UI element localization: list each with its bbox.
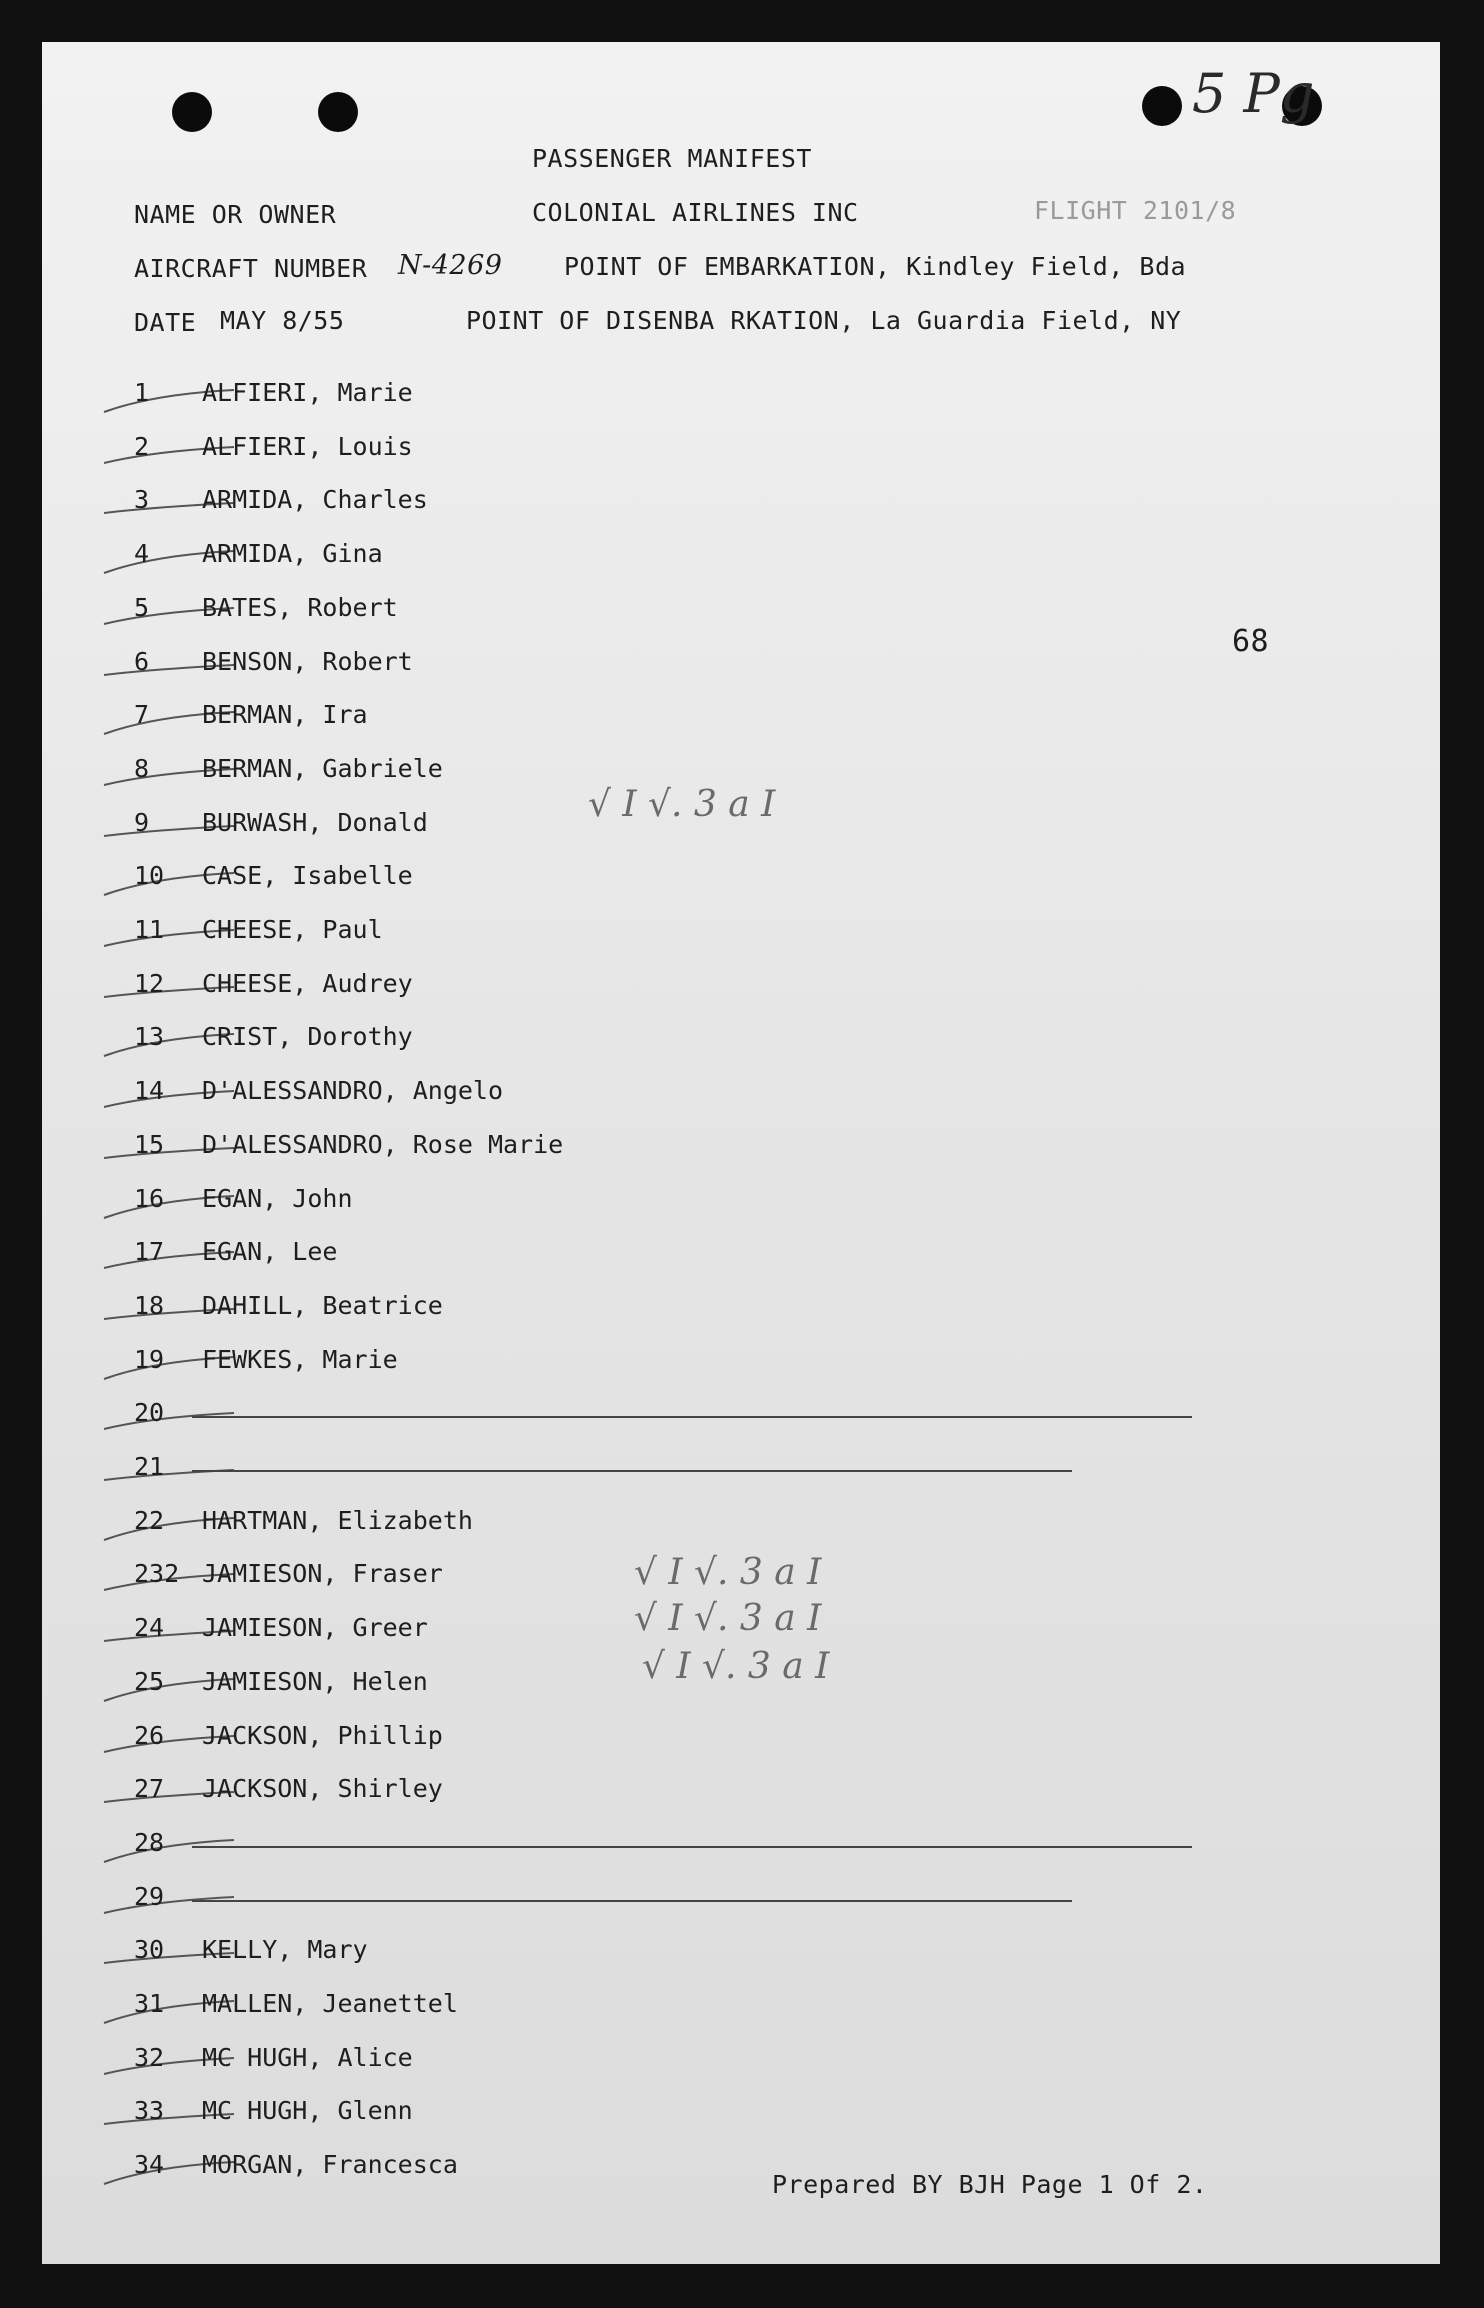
passenger-number: 15: [134, 1130, 165, 1159]
passenger-name: ARMIDA, Charles: [202, 485, 428, 514]
passenger-row: [42, 1291, 1342, 1341]
passenger-row: [42, 485, 1342, 535]
owner-label: NAME OR OWNER: [134, 200, 337, 229]
passenger-row: [42, 1721, 1342, 1771]
passenger-number: 24: [134, 1613, 165, 1642]
strikethrough-line: [192, 1846, 1192, 1848]
passenger-name: BATES, Robert: [202, 593, 398, 622]
passenger-name: MC HUGH, Glenn: [202, 2096, 413, 2125]
passenger-number: 33: [134, 2096, 165, 2125]
passenger-row: [42, 1345, 1342, 1395]
passenger-number: 20: [134, 1398, 165, 1427]
passenger-row: [42, 1935, 1342, 1985]
passenger-row: [42, 593, 1342, 643]
passenger-name: KELLY, Mary: [202, 1935, 368, 1964]
passenger-row: [42, 1506, 1342, 1556]
passenger-number: 25: [134, 1667, 165, 1696]
passenger-row: [42, 647, 1342, 697]
passenger-name: BERMAN, Ira: [202, 700, 368, 729]
passenger-number: 5: [134, 593, 150, 622]
passenger-number: 13: [134, 1022, 165, 1051]
passenger-name: ALFIERI, Louis: [202, 432, 413, 461]
passenger-number: 2: [134, 432, 150, 461]
passenger-number: 34: [134, 2150, 165, 2179]
punch-hole: [1142, 86, 1182, 126]
aircraft-label: AIRCRAFT NUMBER: [134, 254, 368, 283]
aircraft-number: N-4269: [398, 250, 503, 281]
passenger-name: BERMAN, Gabriele: [202, 754, 443, 783]
passenger-number: 18: [134, 1291, 165, 1320]
passenger-number: 8: [134, 754, 150, 783]
passenger-number: 232: [134, 1559, 180, 1588]
passenger-number: 1: [134, 378, 150, 407]
passenger-row: [42, 1184, 1342, 1234]
passenger-number: 7: [134, 700, 150, 729]
passenger-name: JACKSON, Phillip: [202, 1721, 443, 1750]
passenger-row: [42, 754, 1342, 804]
passenger-number: 28: [134, 1828, 165, 1857]
prepared-by: Prepared BY BJH Page 1 Of 2.: [772, 2170, 1208, 2199]
passenger-number: 29: [134, 1882, 165, 1911]
passenger-row: [42, 2096, 1342, 2146]
passenger-number: 12: [134, 969, 165, 998]
passenger-name: CHEESE, Audrey: [202, 969, 413, 998]
owner-value: COLONIAL AIRLINES INC: [532, 198, 859, 227]
strikethrough-line: [192, 1900, 1072, 1902]
passenger-number: 27: [134, 1774, 165, 1803]
manifest-page: [42, 42, 1440, 2264]
passenger-number: 21: [134, 1452, 165, 1481]
handwritten-note: √ I √. 3 a I: [634, 1598, 822, 1639]
passenger-row: [42, 1130, 1342, 1180]
passenger-row: [42, 1667, 1342, 1717]
passenger-row: [42, 1398, 1342, 1448]
passenger-row: [42, 969, 1342, 1019]
disembarkation-point: POINT OF DISENBA RKATION, La Guardia Field, NY: [466, 306, 1182, 335]
passenger-row: [42, 1774, 1342, 1824]
passenger-row: [42, 1237, 1342, 1287]
passenger-row: [42, 539, 1342, 589]
punch-hole: [172, 92, 212, 132]
passenger-row: [42, 1828, 1342, 1878]
passenger-row: [42, 861, 1342, 911]
passenger-name: JAMIESON, Greer: [202, 1613, 428, 1642]
passenger-name: HARTMAN, Elizabeth: [202, 1506, 473, 1535]
passenger-name: D'ALESSANDRO, Angelo: [202, 1076, 504, 1105]
passenger-name: CRIST, Dorothy: [202, 1022, 413, 1051]
passenger-name: ARMIDA, Gina: [202, 539, 383, 568]
corner-handwriting: 5 Pg: [1192, 62, 1315, 125]
passenger-name: BENSON, Robert: [202, 647, 413, 676]
passenger-row: [42, 700, 1342, 750]
passenger-number: 17: [134, 1237, 165, 1266]
handwritten-note: √ I √. 3 a I: [588, 784, 776, 825]
passenger-name: D'ALESSANDRO, Rose Marie: [202, 1130, 564, 1159]
passenger-row: [42, 432, 1342, 482]
passenger-number: 3: [134, 485, 150, 514]
passenger-number: 11: [134, 915, 165, 944]
passenger-row: [42, 1613, 1342, 1663]
passenger-name: FEWKES, Marie: [202, 1345, 398, 1374]
passenger-number: 6: [134, 647, 150, 676]
passenger-row: [42, 915, 1342, 965]
passenger-number: 9: [134, 808, 150, 837]
embarkation-point: POINT OF EMBARKATION, Kindley Field, Bda: [564, 252, 1187, 281]
handwritten-note: √ I √. 3 a I: [642, 1646, 830, 1687]
date-value: MAY 8/55: [220, 306, 345, 335]
passenger-row: [42, 808, 1342, 858]
passenger-name: MORGAN, Francesca: [202, 2150, 458, 2179]
punch-hole: [318, 92, 358, 132]
passenger-name: JACKSON, Shirley: [202, 1774, 443, 1803]
passenger-number: 30: [134, 1935, 165, 1964]
passenger-number: 16: [134, 1184, 165, 1213]
manifest-title: PASSENGER MANIFEST: [532, 144, 812, 173]
passenger-name: MALLEN, Jeanettel: [202, 1989, 458, 2018]
passenger-name: JAMIESON, Helen: [202, 1667, 428, 1696]
passenger-row: [42, 1452, 1342, 1502]
passenger-name: DAHILL, Beatrice: [202, 1291, 443, 1320]
passenger-name: BURWASH, Donald: [202, 808, 428, 837]
passenger-name: EGAN, John: [202, 1184, 353, 1213]
passenger-number: 22: [134, 1506, 165, 1535]
passenger-number: 31: [134, 1989, 165, 2018]
flight-number: FLIGHT 2101/8: [1034, 196, 1237, 225]
passenger-count: 68: [1232, 624, 1270, 659]
passenger-number: 14: [134, 1076, 165, 1105]
passenger-number: 32: [134, 2043, 165, 2072]
handwritten-note: √ I √. 3 a I: [634, 1552, 822, 1593]
passenger-name: ALFIERI, Marie: [202, 378, 413, 407]
passenger-row: [42, 1076, 1342, 1126]
passenger-name: EGAN, Lee: [202, 1237, 338, 1266]
passenger-name: CHEESE, Paul: [202, 915, 383, 944]
passenger-row: [42, 1882, 1342, 1932]
passenger-number: 10: [134, 861, 165, 890]
passenger-name: MC HUGH, Alice: [202, 2043, 413, 2072]
passenger-row: [42, 1022, 1342, 1072]
passenger-row: [42, 1989, 1342, 2039]
strikethrough-line: [192, 1470, 1072, 1472]
passenger-name: CASE, Isabelle: [202, 861, 413, 890]
strikethrough-line: [192, 1416, 1192, 1418]
passenger-row: [42, 2043, 1342, 2093]
passenger-number: 4: [134, 539, 150, 568]
date-label: DATE: [134, 308, 197, 337]
passenger-row: [42, 1559, 1342, 1609]
passenger-number: 26: [134, 1721, 165, 1750]
passenger-row: [42, 378, 1342, 428]
passenger-name: JAMIESON, Fraser: [202, 1559, 443, 1588]
passenger-number: 19: [134, 1345, 165, 1374]
